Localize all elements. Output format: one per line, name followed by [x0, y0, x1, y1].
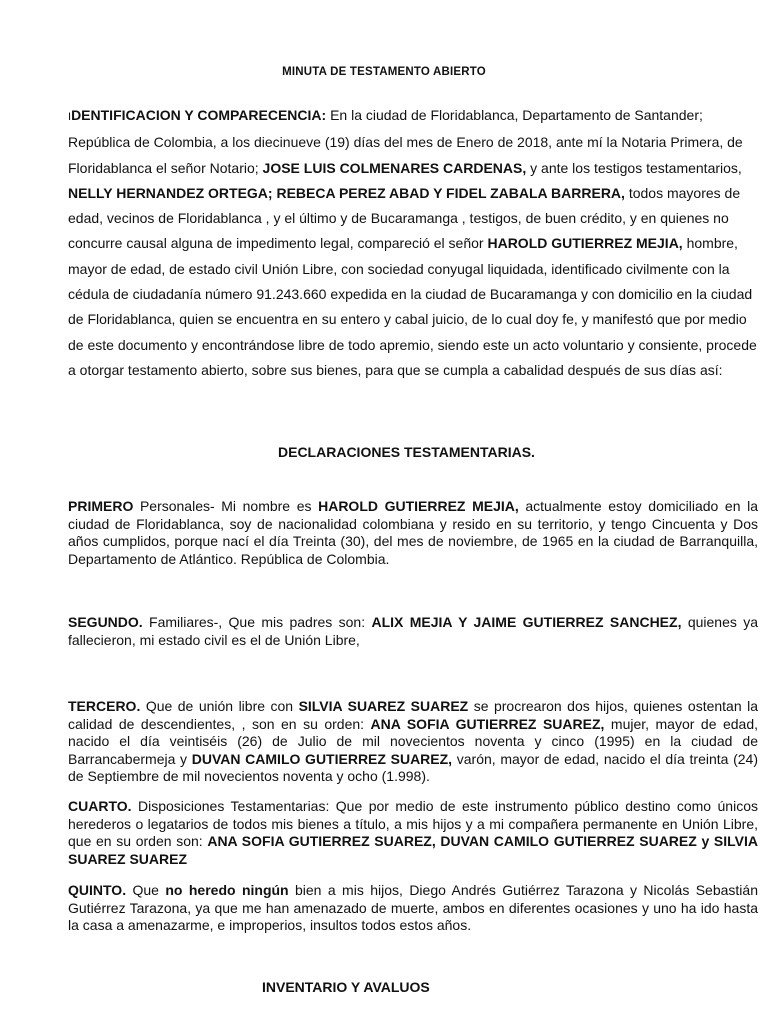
notary-name: JOSE LUIS COLMENARES CARDENAS,: [262, 159, 527, 176]
child-name: DUVAN CAMILO GUTIERREZ SUAREZ,: [191, 750, 453, 767]
testator-name: HAROLD GUTIERREZ MEJIA,: [487, 235, 683, 252]
clause-text: varón, mayor de edad, nacido el día treinta (24) de Septiembre de mil novecientos noventa y ocho (1.998).: [68, 750, 758, 784]
intro-text-4: hombre, mayor de edad, de estado civil Unión Libre, con sociedad conyugal liquidada, identificado civilmente con la cédula de ciudadanía número 91.243.660 expedida en la ciudad de Bucaramanga y con domicilio en la ciudad de Floridablanca, quien se encuentra en su entero y cabal juicio, de lo cual doy fe, y manifestó que por medio de este documento y encontrándose libre de todo apremio, siendo este un acto voluntario y consiente, procede a otorgar testamento abierto, sobre sus bienes, para que se cumpla a cabalidad después de sus días así:: [68, 235, 757, 378]
clause-emphasis: no heredo ningún: [165, 882, 289, 898]
clause-text: Personales- Mi nombre es: [133, 498, 319, 514]
section-heading-inventario: INVENTARIO Y AVALUOS: [262, 979, 430, 995]
clause-text: quienes ya fallecieron, mi estado civil es el de Unión Libre,: [68, 614, 759, 648]
clause-quinto: [68, 882, 758, 935]
clause-segundo: [68, 614, 758, 649]
intro-text-1: En la ciudad de Floridablanca, Departamento de Santander; República de Colombia, a los diecinueve (19) días del mes de Enero de 2018, ante mí la Notaria Primera, de Floridablanca el señor Notario;: [68, 107, 743, 176]
intro-cap-letter: I: [68, 111, 72, 123]
intro-text-3: todos mayores de edad, vecinos de Floridablanca , y el último y de Bucaramanga , testigos, de buen crédito, y en quienes no concurre causal alguna de impedimento legal, compareció el señor: [68, 184, 741, 252]
clause-label: QUINTO.: [68, 882, 127, 898]
clause-label: PRIMERO: [68, 498, 134, 514]
clause-label: TERCERO.: [68, 698, 141, 714]
child-name: ANA SOFIA GUTIERREZ SUAREZ,: [370, 715, 605, 732]
clause-cuarto: [68, 798, 758, 868]
intro-heading: DENTIFICACION Y COMPARECENCIA:: [71, 107, 327, 123]
heirs-names: ANA SOFIA GUTIERREZ SUAREZ, DUVAN CAMILO GUTIERREZ SUAREZ y SILVIA SUAREZ SUAREZ: [68, 833, 759, 867]
partner-name: SILVIA SUAREZ SUAREZ: [298, 698, 469, 714]
clause-label: SEGUNDO.: [68, 614, 143, 630]
parents-names: ALIX MEJIA Y JAIME GUTIERREZ SANCHEZ,: [371, 614, 682, 630]
clause-text: Que de unión libre con: [140, 698, 299, 714]
clause-text: se procrearon dos hijos, quienes ostentan la calidad de descendientes, , son en su orden:: [68, 698, 758, 732]
witness-names: NELLY HERNANDEZ ORTEGA; REBECA PEREZ ABAD Y FIDEL ZABALA BARRERA,: [68, 184, 625, 201]
intro-text-2: y ante los testigos testamentarios,: [526, 159, 742, 176]
clause-text: mujer, mayor de edad, nacido el día veintiséis (26) de Julio de mil novecientos noventa y cinco (1995) en la ciudad de Barrancabermeja y: [68, 715, 759, 767]
clause-label: CUARTO.: [68, 798, 132, 814]
intro-paragraph: [68, 103, 758, 383]
clause-text: Que: [126, 882, 166, 898]
section-heading-declaraciones: DECLARACIONES TESTAMENTARIAS.: [278, 444, 535, 460]
clause-primero: [68, 498, 758, 568]
testator-name: HAROLD GUTIERREZ MEJIA,: [318, 498, 519, 514]
clause-text: actualmente estoy domiciliado en la ciudad de Floridablanca, soy de nacionalidad colombiana y resido en su territorio, y tengo Cincuenta y Dos años cumplidos, porque nací el día Treinta (30), del mes de noviembre, de 1965 en la ciudad de Barranquilla, Departamento de Atlántico. República de Colombia.: [68, 498, 758, 567]
clause-tercero: [68, 698, 758, 786]
clause-text: Familiares-, Que mis padres son:: [142, 614, 372, 630]
clause-text: Disposiciones Testamentarias: Que por medio de este instrumento público destino como únicos herederos o legatarios de todos mis bienes a título, a mis hijos y a mi compañera permanente en Unión Libre, que en su orden son:: [68, 798, 758, 849]
clause-text: bien a mis hijos, Diego Andrés Gutiérrez Tarazona y Nicolás Sebastián Gutiérrez Tarazona, ya que me han amenazado de muerte, ambos en diferentes ocasiones y uno ha ido hasta la casa a amenazarme, e improperios, insultos todos estos años.: [68, 882, 758, 933]
document-title: MINUTA DE TESTAMENTO ABIERTO: [282, 66, 486, 78]
